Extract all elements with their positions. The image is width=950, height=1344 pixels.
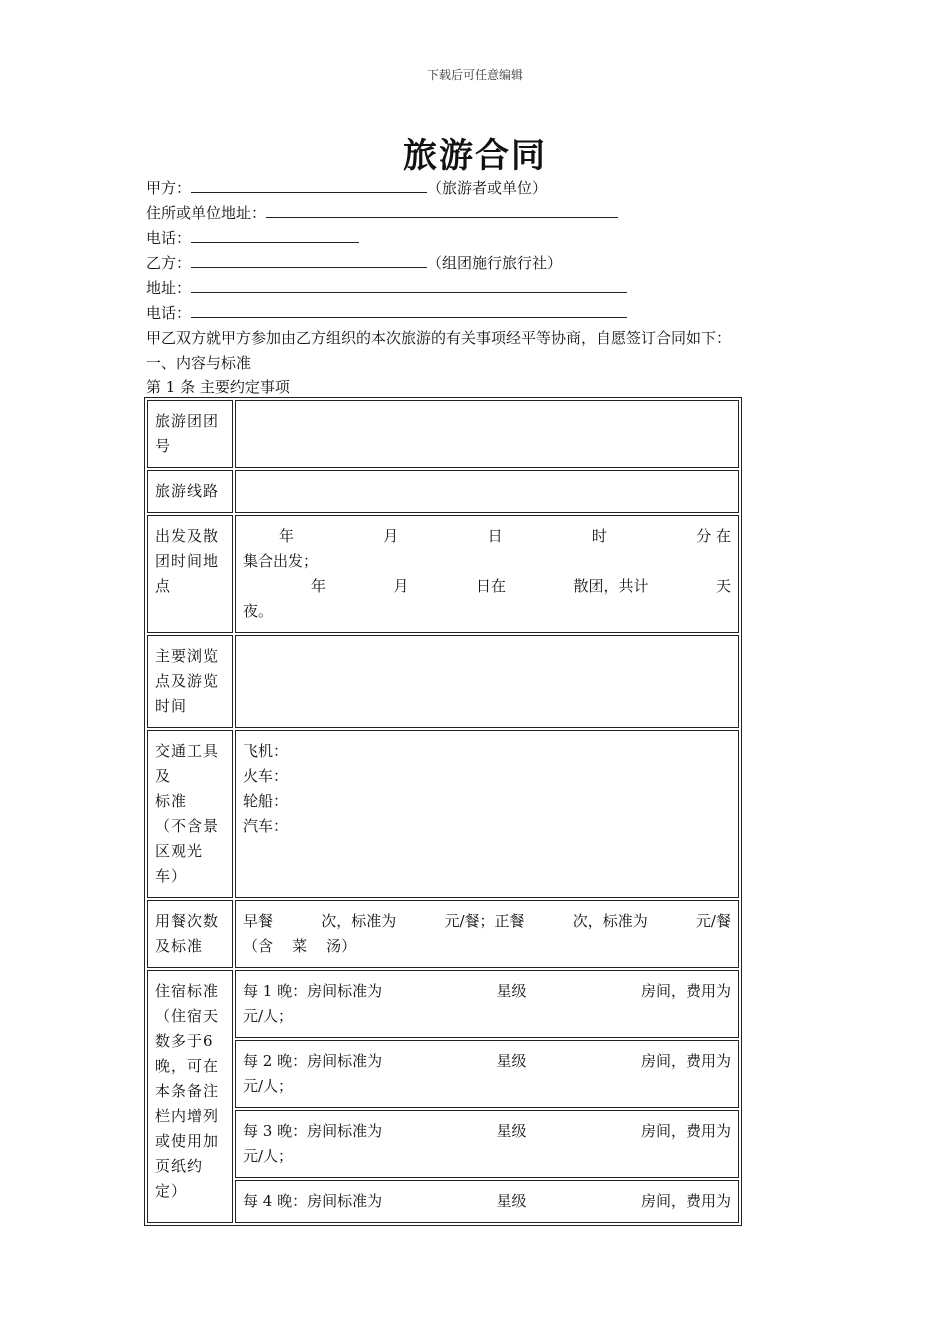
party-b-label: 乙方： <box>146 254 192 272</box>
text-fragment: 每 2 晚：房间标准为 <box>243 1052 383 1070</box>
text-fragment: 散团，共计 <box>573 577 649 595</box>
address-b-label: 地址： <box>146 279 192 297</box>
night-line <box>243 1189 731 1214</box>
text-fragment: 月 <box>393 577 409 595</box>
address-a-label: 住所或单位地址： <box>146 204 267 222</box>
text-fragment: 早餐 <box>243 912 274 930</box>
address-a-field[interactable] <box>266 202 618 218</box>
transport-cell[interactable] <box>235 730 739 898</box>
party-a-field[interactable] <box>191 177 427 193</box>
route-cell[interactable] <box>235 470 739 513</box>
text-fragment: 年 <box>311 577 327 595</box>
meals-label: 用餐次数及标准 <box>147 900 233 968</box>
table-row <box>147 900 739 968</box>
text-fragment: 星级 <box>496 982 527 1000</box>
table-row <box>147 470 739 513</box>
time-place-line-1 <box>243 524 731 549</box>
text-fragment: 房间，费用为 <box>640 1122 731 1140</box>
transport-label-1: 交通工具及 <box>155 742 220 785</box>
address-a-line <box>146 202 618 224</box>
text-fragment: 星级 <box>496 1122 527 1140</box>
text-fragment: 月 <box>383 527 399 545</box>
table-row <box>147 400 739 468</box>
text-fragment: 次，标准为 <box>572 912 648 930</box>
table-row <box>147 1040 739 1108</box>
meals-line-2: （含 菜 汤） <box>243 937 357 955</box>
party-b-note: （组团施行旅行社） <box>427 254 563 272</box>
night-line <box>243 1049 731 1074</box>
text-fragment: 元/餐 <box>695 912 731 930</box>
party-a-note: （旅游者或单位） <box>427 179 548 197</box>
header-note: 下载后可任意编辑 <box>426 68 523 82</box>
section-heading: 一、内容与标准 <box>146 354 252 372</box>
transport-plane: 飞机： <box>243 742 289 760</box>
time-place-line-3 <box>243 574 731 599</box>
text-fragment: 房间，费用为 <box>640 982 731 1000</box>
party-b-field[interactable] <box>191 252 427 268</box>
transport-label-2: 标准 <box>155 792 188 810</box>
group-no-cell[interactable] <box>235 400 739 468</box>
text-fragment: 房间，费用为 <box>640 1192 731 1210</box>
table-row <box>147 635 739 728</box>
phone-a-line <box>146 227 359 249</box>
sights-cell[interactable] <box>235 635 739 728</box>
table-row <box>147 515 739 633</box>
lodging-night-4[interactable] <box>235 1180 739 1223</box>
transport-label <box>147 730 233 898</box>
time-place-cell[interactable] <box>235 515 739 633</box>
transport-label-3: （不含景区观光车） <box>155 817 220 885</box>
night-unit: 元/人； <box>243 1147 294 1165</box>
table-row <box>147 730 739 898</box>
text-fragment: 日 <box>487 527 503 545</box>
night-line <box>243 979 731 1004</box>
page-title: 旅游合同 <box>403 136 547 176</box>
table-row <box>147 1110 739 1178</box>
text-fragment: 年 <box>279 527 295 545</box>
text-fragment: 分 在 <box>696 527 731 545</box>
text-fragment: 每 1 晚：房间标准为 <box>243 982 383 1000</box>
route-label: 旅游线路 <box>147 470 233 513</box>
text-fragment: 天 <box>715 577 731 595</box>
text-fragment: 每 3 晚：房间标准为 <box>243 1122 383 1140</box>
time-place-line-4: 夜。 <box>243 602 274 620</box>
intro-text: 甲乙双方就甲方参加由乙方组织的本次旅游的有关事项经平等协商，自愿签订合同如下： <box>146 329 732 347</box>
sights-label: 主要浏览点及游览时间 <box>147 635 233 728</box>
phone-a-field[interactable] <box>191 227 359 243</box>
lodging-label: 住宿标准（住宿天数多于6晚，可在本条备注栏内增列或使用加页纸约定） <box>147 970 233 1223</box>
meals-line-1 <box>243 909 731 934</box>
night-unit: 元/人； <box>243 1077 294 1095</box>
text-fragment: 每 4 晚：房间标准为 <box>243 1192 383 1210</box>
text-fragment: 房间，费用为 <box>640 1052 731 1070</box>
table-row <box>147 970 739 1038</box>
address-b-field[interactable] <box>191 277 627 293</box>
night-line <box>243 1119 731 1144</box>
phone-b-field[interactable] <box>191 302 627 318</box>
phone-b-label: 电话： <box>146 304 192 322</box>
text-fragment: 星级 <box>496 1192 527 1210</box>
lodging-night-3[interactable] <box>235 1110 739 1178</box>
text-fragment: 日在 <box>475 577 506 595</box>
party-a-line <box>146 177 547 199</box>
text-fragment: 时 <box>591 527 607 545</box>
table-row <box>147 1180 739 1223</box>
time-place-label: 出发及散团时间地点 <box>147 515 233 633</box>
article-heading: 第 1 条 主要约定事项 <box>146 378 290 396</box>
text-fragment: 次，标准为 <box>321 912 397 930</box>
group-no-label: 旅游团团号 <box>147 400 233 468</box>
phone-b-line <box>146 302 627 324</box>
transport-train: 火车： <box>243 767 289 785</box>
night-unit: 元/人； <box>243 1007 294 1025</box>
main-terms-table <box>144 397 742 1226</box>
party-b-line <box>146 252 562 274</box>
party-a-label: 甲方： <box>146 179 192 197</box>
text-fragment: 星级 <box>496 1052 527 1070</box>
phone-a-label: 电话： <box>146 229 192 247</box>
lodging-night-1[interactable] <box>235 970 739 1038</box>
time-place-line-2: 集合出发； <box>243 552 319 570</box>
meals-cell[interactable] <box>235 900 739 968</box>
text-fragment: 元/餐；正餐 <box>444 912 525 930</box>
transport-ship: 轮船： <box>243 792 289 810</box>
lodging-night-2[interactable] <box>235 1040 739 1108</box>
transport-car: 汽车： <box>243 817 289 835</box>
address-b-line <box>146 277 627 299</box>
